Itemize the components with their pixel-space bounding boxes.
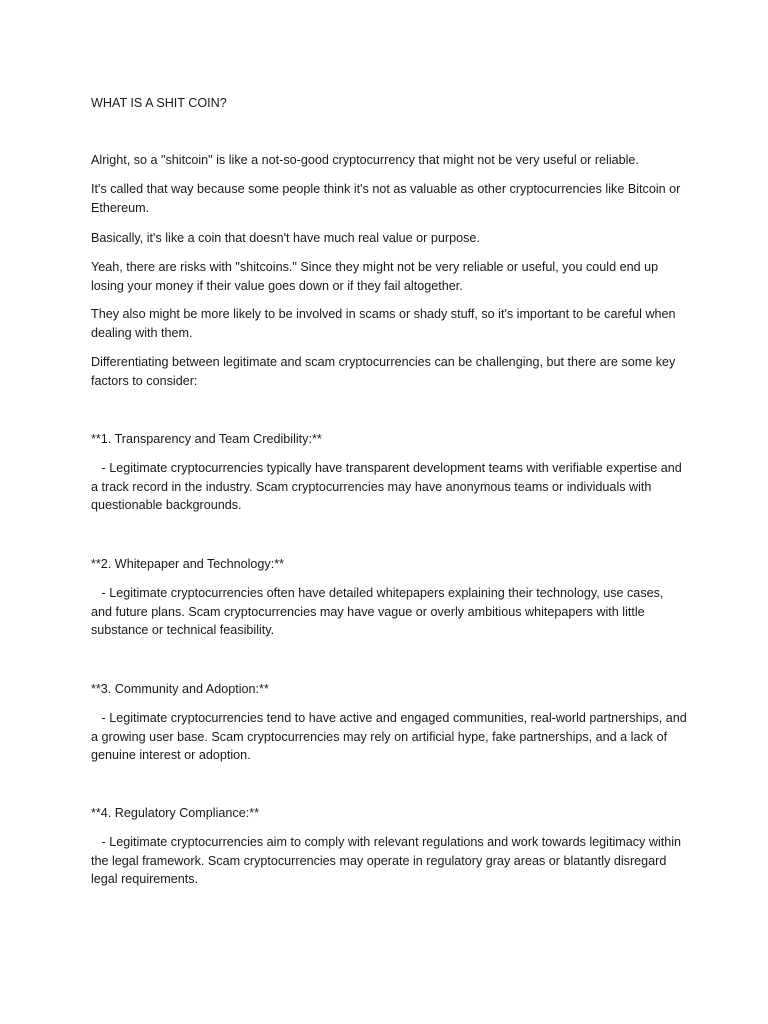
- document-title: WHAT IS A SHIT COIN?: [91, 96, 227, 110]
- factor-heading-3: **3. Community and Adoption:**: [91, 682, 269, 696]
- factor-heading-2: **2. Whitepaper and Technology:**: [91, 557, 285, 571]
- intro-paragraph-5: They also might be more likely to be involved in scams or shady stuff, so it's important to be careful when dealing with them.: [91, 307, 676, 340]
- factor-text-2: - Legitimate cryptocurrencies often have detailed whitepapers explaining their technology, use cases, and future plans. Scam cryptocurrencies may have vague or overly ambitious whitepapers with little substance or technical feasibility.: [91, 586, 667, 637]
- factor-heading-4: **4. Regulatory Compliance:**: [91, 806, 260, 820]
- intro-paragraph-6: Differentiating between legitimate and scam cryptocurrencies can be challenging, but there are some key factors to consider:: [91, 355, 676, 388]
- factor-heading-1: **1. Transparency and Team Credibility:**: [91, 432, 322, 446]
- intro-paragraph-4: Yeah, there are risks with "shitcoins." Since they might not be very reliable or useful, you could end up losing your money if their value goes down or if they fail altogether.: [91, 260, 659, 293]
- intro-paragraph-3: Basically, it's like a coin that doesn't have much real value or purpose.: [91, 231, 480, 245]
- factor-text-4: - Legitimate cryptocurrencies aim to comply with relevant regulations and work towards legitimacy within the legal framework. Scam cryptocurrencies may operate in regulatory gray areas or blatantly disregard legal requirements.: [91, 835, 685, 886]
- factor-text-3: - Legitimate cryptocurrencies tend to have active and engaged communities, real-world partnerships, and a growing user base. Scam cryptocurrencies may rely on artificial hype, fake partnerships, and a lack of genuine interest or adoption.: [91, 711, 691, 762]
- intro-paragraph-1: Alright, so a "shitcoin" is like a not-so-good cryptocurrency that might not be very useful or reliable.: [91, 153, 639, 167]
- factor-text-1: - Legitimate cryptocurrencies typically have transparent development teams with verifiable expertise and a track record in the industry. Scam cryptocurrencies may have anonymous teams or individuals with questionable backgrounds.: [91, 461, 686, 512]
- intro-paragraph-2: It's called that way because some people think it's not as valuable as other cryptocurrencies like Bitcoin or Ethereum.: [91, 182, 681, 215]
